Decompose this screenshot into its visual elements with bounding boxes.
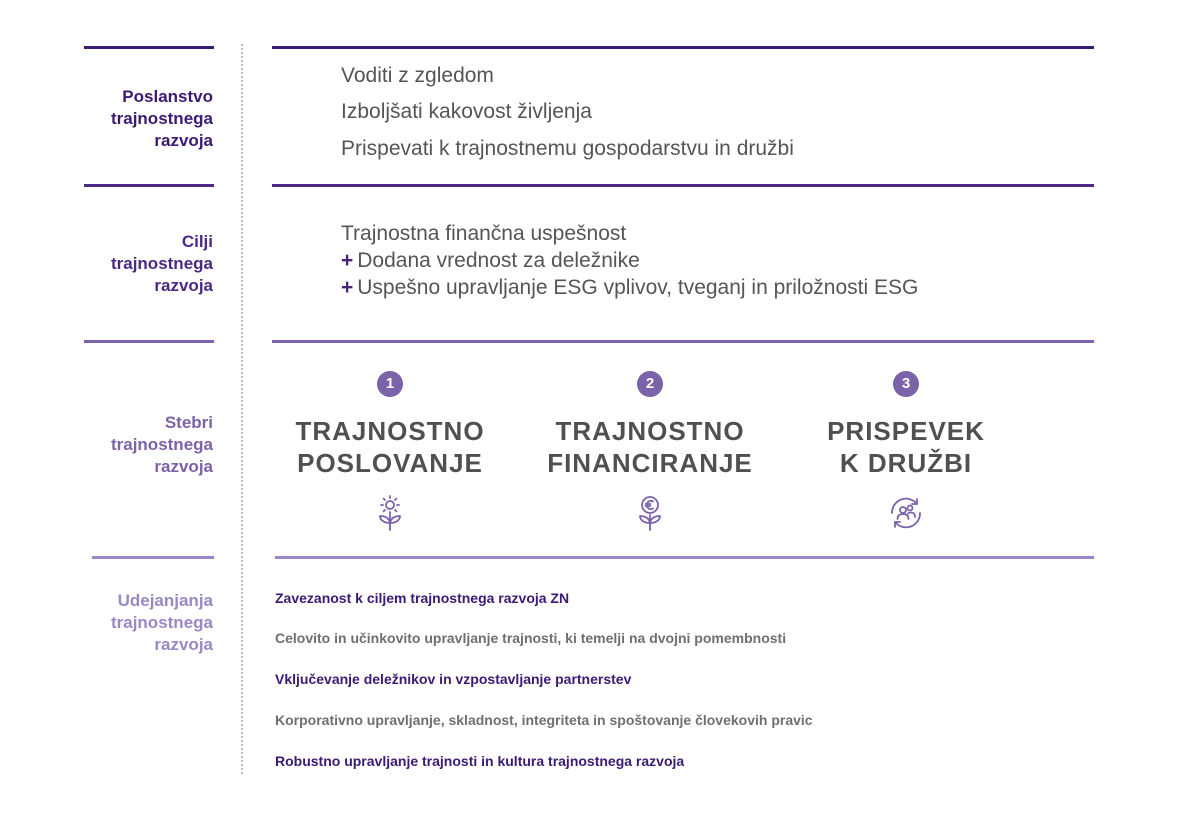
vertical-divider	[241, 44, 243, 774]
plus-icon: +	[341, 249, 354, 272]
implementation-label: Udejanjanja trajnostnega razvoja	[110, 591, 213, 654]
people-cycle-icon	[886, 493, 926, 533]
pillar-1	[260, 371, 520, 533]
mission-line-3: Prispevati k trajnostnemu gospodarstvu in družbi	[341, 137, 794, 160]
rule-left-3	[84, 340, 214, 343]
pillar-title: TRAJNOSTNO POSLOVANJE	[295, 416, 485, 478]
rule-left-1	[84, 46, 214, 49]
pillar-number-badge: 3	[893, 371, 919, 397]
rule-right-4	[275, 556, 1094, 559]
goal-plus-text-2: Uspešno upravljanje ESG vplivov, tveganj in priložnosti ESG	[357, 276, 919, 299]
pillar-2	[520, 371, 780, 533]
pillar-title: TRAJNOSTNO FINANCIRANJE	[547, 416, 753, 478]
implementation-item-2: Celovito in učinkovito upravljanje trajnosti, ki temelji na dvojni pomembnosti	[275, 630, 787, 646]
implementation-item-4: Korporativno upravljanje, skladnost, integriteta in spoštovanje človekovih pravic	[275, 712, 813, 728]
implementation-item-3: Vključevanje deležnikov in vzpostavljanje partnerstev	[275, 671, 632, 687]
rule-left-4	[92, 556, 214, 559]
rule-left-2	[84, 184, 214, 187]
goal-plus-item-2	[341, 275, 918, 301]
implementation-item-1: Zavezanost k ciljem trajnostnega razvoja ZN	[275, 590, 570, 606]
rule-right-1	[272, 46, 1094, 49]
goal-main: Trajnostna finančna uspešnost	[341, 222, 627, 245]
mission-line-1: Voditi z zgledom	[341, 64, 494, 87]
pillar-title: PRISPEVEK K DRUŽBI	[827, 416, 985, 478]
plus-icon: +	[341, 276, 354, 299]
euro-flower-icon	[630, 493, 670, 533]
gear-flower-icon	[370, 493, 410, 533]
goal-plus-text-1: Dodana vrednost za deležnike	[357, 249, 640, 272]
implementation-item-5: Robustno upravljanje trajnosti in kultura trajnostnega razvoja	[275, 753, 685, 769]
mission-label: Poslanstvo trajnostnega razvoja	[110, 87, 213, 150]
goal-plus-item-1	[341, 248, 640, 274]
pillars-label: Stebri trajnostnega razvoja	[110, 413, 213, 476]
pillar-3	[776, 371, 1036, 533]
rule-right-2	[272, 184, 1094, 187]
mission-line-2: Izboljšati kakovost življenja	[341, 100, 592, 123]
pillar-number-badge: 2	[637, 371, 663, 397]
pillar-number-badge: 1	[377, 371, 403, 397]
rule-right-3	[272, 340, 1094, 343]
goals-label: Cilji trajnostnega razvoja	[110, 232, 213, 295]
